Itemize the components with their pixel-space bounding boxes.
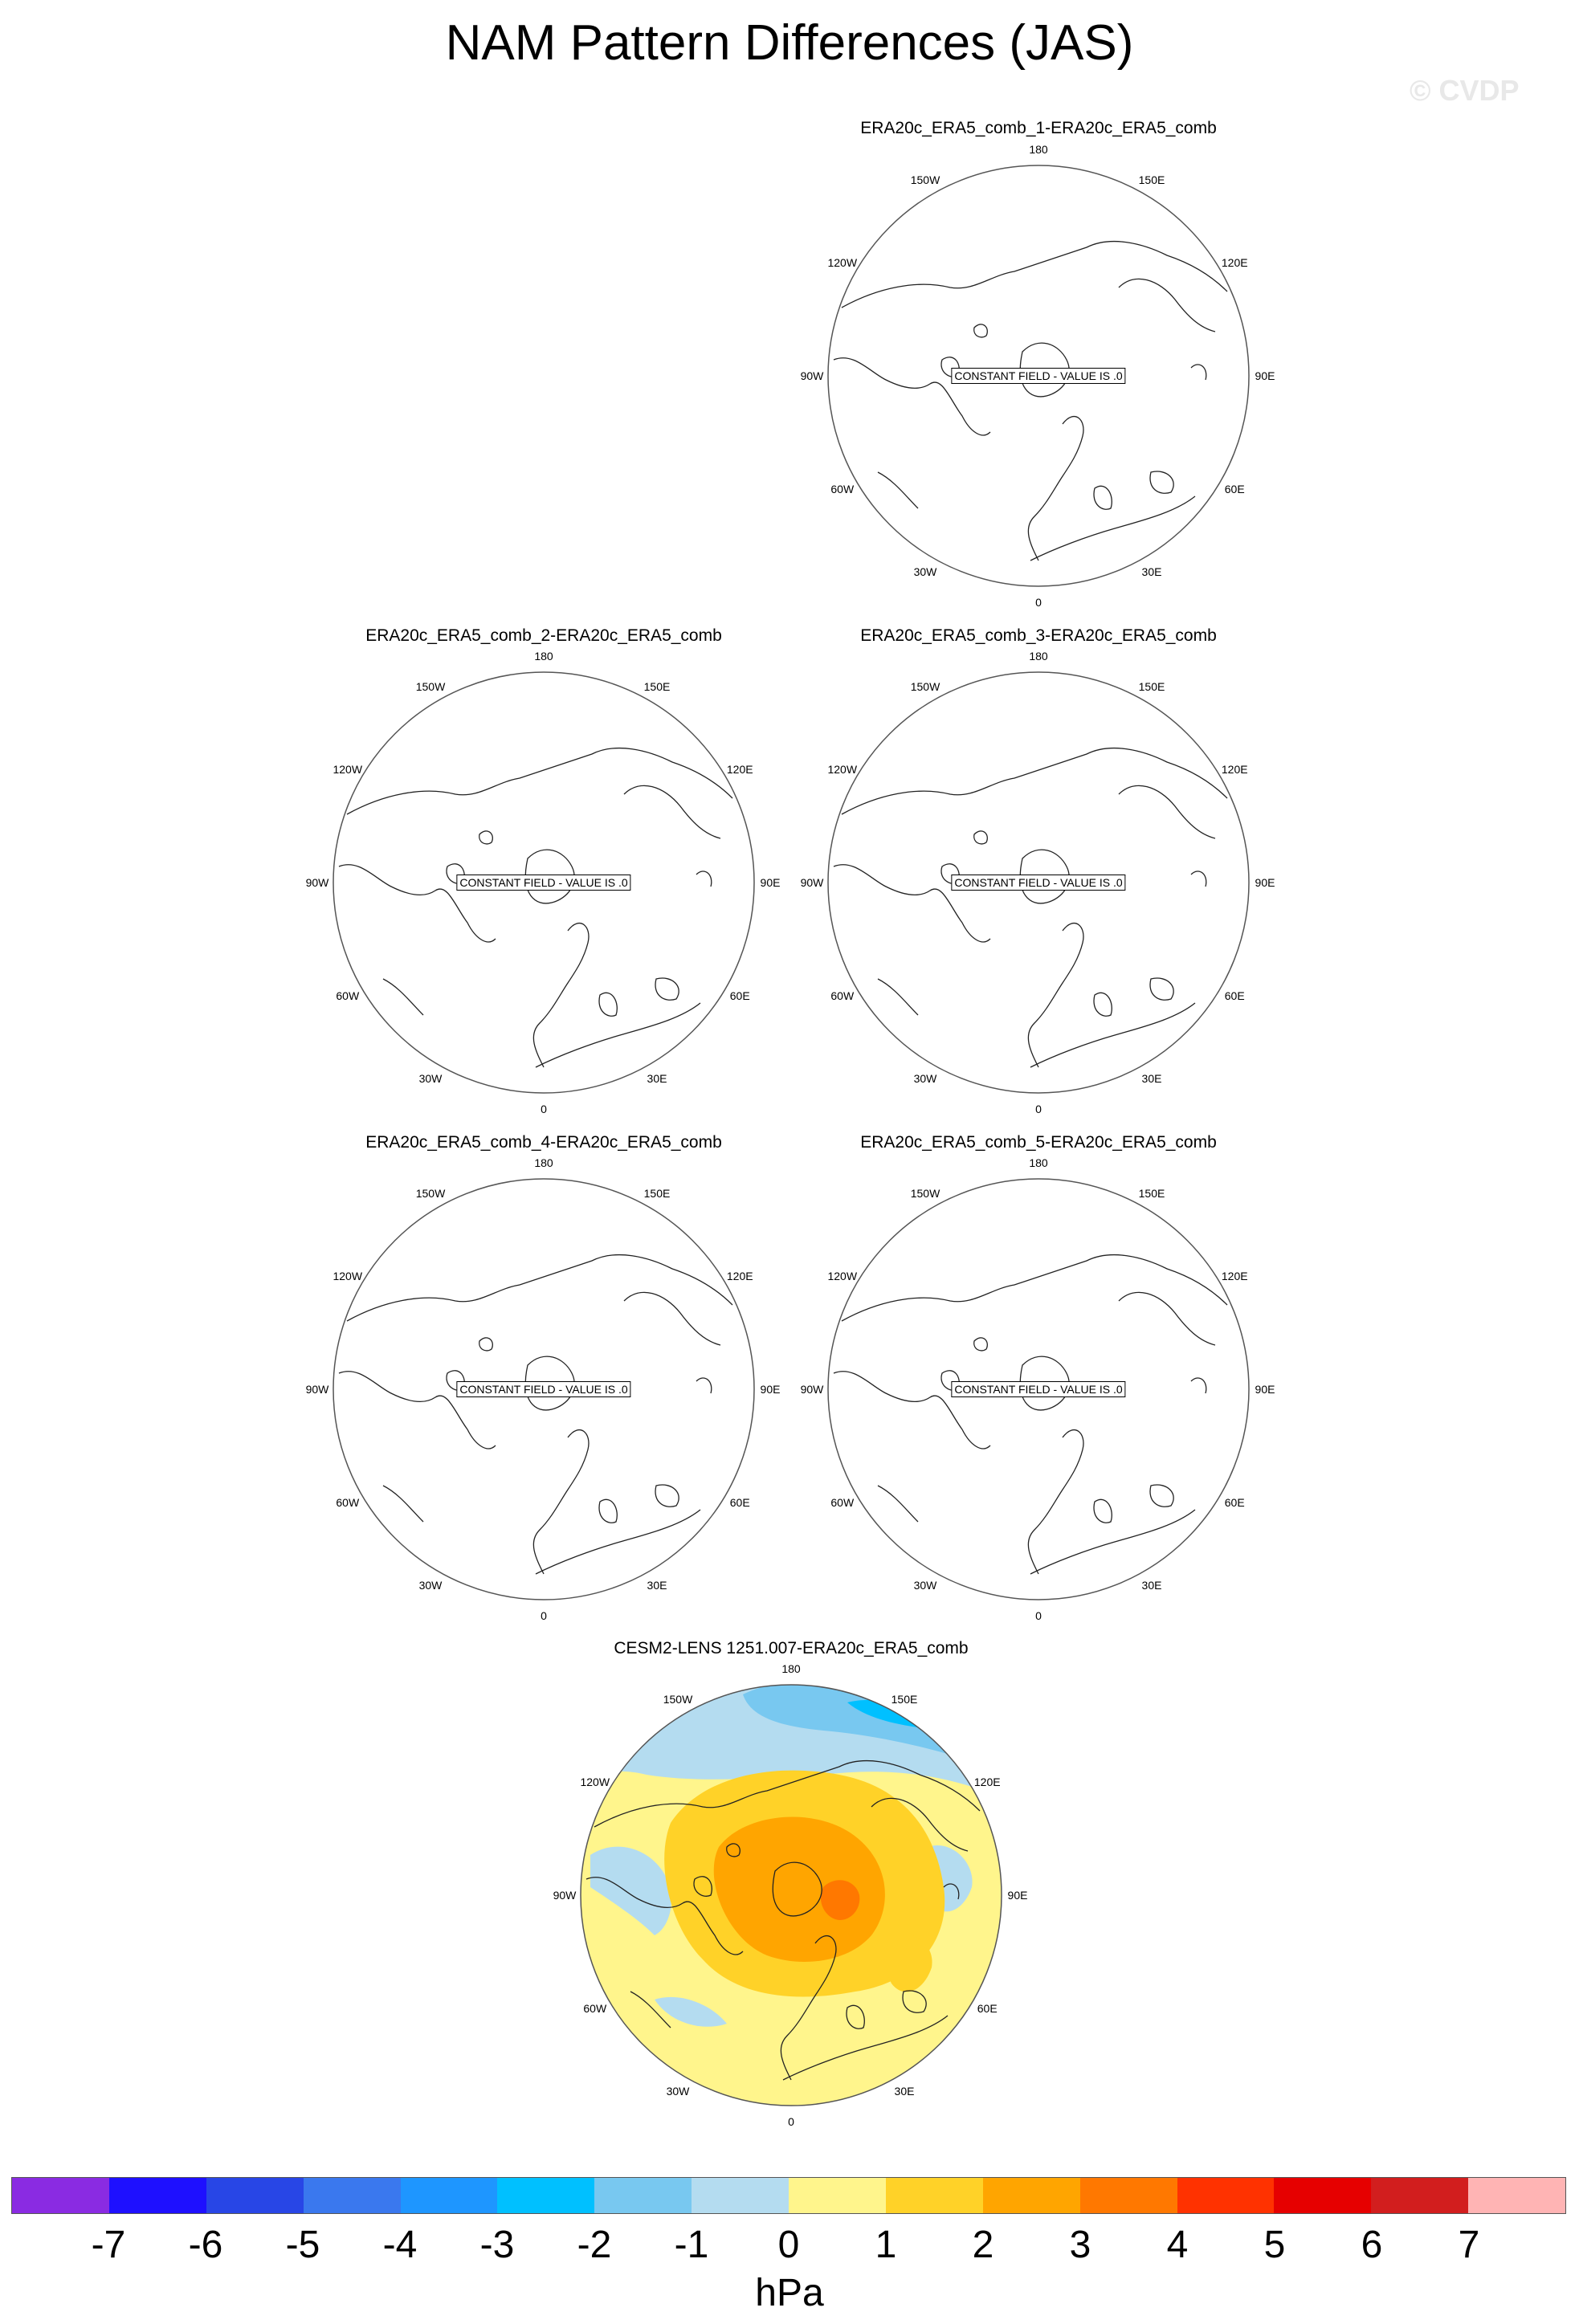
longitude-label: 90W: [553, 1889, 577, 1902]
longitude-label: 180: [534, 1156, 553, 1169]
colorbar-bin: [401, 2178, 498, 2213]
longitude-label: 30W: [913, 1579, 937, 1592]
longitude-label: 180: [781, 1662, 801, 1675]
longitude-label: 60E: [729, 1496, 750, 1509]
longitude-label: 90E: [760, 876, 781, 889]
longitude-label: 30E: [647, 1579, 667, 1592]
colorbar-tick-label: -7: [91, 2224, 126, 2266]
colorbar-bin: [304, 2178, 401, 2213]
longitude-label: 150E: [643, 679, 671, 693]
colorbar-tick-label: 4: [1166, 2224, 1189, 2266]
longitude-label: 30W: [666, 2085, 690, 2098]
longitude-label: 120W: [827, 763, 858, 776]
colorbar-tick-label: 3: [1069, 2224, 1091, 2266]
longitude-label: 60E: [729, 989, 750, 1002]
longitude-label: 120E: [973, 1776, 1001, 1788]
longitude-label: 60E: [1224, 1496, 1245, 1509]
longitude-label: 60E: [977, 2002, 998, 2015]
colorbar-bin: [692, 2178, 789, 2213]
colorbar-bin: [1080, 2178, 1177, 2213]
colorbar: [11, 2177, 1566, 2214]
longitude-label: 30E: [1141, 565, 1162, 579]
longitude-label: 150W: [663, 1692, 693, 1706]
panel-title: CESM2-LENS 1251.007-ERA20c_ERA5_comb: [614, 1639, 969, 1657]
longitude-label: 120E: [726, 763, 753, 776]
colorbar-bin: [1177, 2178, 1275, 2213]
colorbar-bin: [886, 2178, 983, 2213]
colorbar-units: hPa: [755, 2272, 824, 2314]
colorbar-tick-label: -1: [674, 2224, 709, 2266]
longitude-label: 150W: [910, 679, 940, 693]
colorbar-bin: [594, 2178, 692, 2213]
longitude-label: 150W: [910, 173, 940, 186]
longitude-label: 0: [1035, 1609, 1042, 1622]
longitude-label: 90E: [1255, 876, 1275, 889]
colorbar-tick-label: -2: [577, 2224, 612, 2266]
colorbar-bin: [497, 2178, 594, 2213]
figure-title: NAM Pattern Differences (JAS): [445, 15, 1134, 71]
longitude-label: 180: [534, 650, 553, 663]
longitude-label: 90W: [305, 876, 329, 889]
longitude-label: 0: [1035, 596, 1042, 609]
longitude-label: 0: [788, 2115, 794, 2128]
panel-title: ERA20c_ERA5_comb_1-ERA20c_ERA5_comb: [860, 119, 1217, 137]
longitude-label: 90W: [305, 1383, 329, 1396]
longitude-label: 30W: [913, 1072, 937, 1086]
colorbar-tick-label: 1: [875, 2224, 897, 2266]
longitude-label: 90E: [1255, 369, 1275, 382]
longitude-label: 150E: [1138, 1186, 1165, 1200]
longitude-label: 150W: [415, 1186, 446, 1200]
constant-field-label: CONSTANT FIELD - VALUE IS .0: [951, 1381, 1125, 1397]
longitude-label: 60W: [830, 1496, 855, 1509]
longitude-label: 120W: [333, 1270, 363, 1282]
panel-title: ERA20c_ERA5_comb_3-ERA20c_ERA5_comb: [860, 626, 1217, 645]
colorbar-tick-label: 2: [972, 2224, 994, 2266]
colorbar-bin: [789, 2178, 886, 2213]
longitude-label: 120W: [827, 1270, 858, 1282]
longitude-label: 120E: [726, 1270, 753, 1282]
longitude-label: 90E: [1255, 1383, 1275, 1396]
longitude-label: 180: [1029, 1156, 1048, 1169]
longitude-label: 180: [1029, 650, 1048, 663]
longitude-label: 60W: [830, 989, 855, 1002]
colorbar-bin: [1468, 2178, 1565, 2213]
colorbar-bin: [1371, 2178, 1468, 2213]
colorbar-tick-label: 6: [1361, 2224, 1383, 2266]
colorbar-tick-label: -5: [285, 2224, 320, 2266]
longitude-label: 60W: [336, 1496, 360, 1509]
longitude-label: 150E: [1138, 173, 1165, 186]
colorbar-tick-label: -6: [188, 2224, 223, 2266]
longitude-label: 60W: [583, 2002, 607, 2015]
colorbar-bin: [12, 2178, 109, 2213]
colorbar-bin: [983, 2178, 1080, 2213]
colorbar-tick-label: 5: [1263, 2224, 1286, 2266]
constant-field-label: CONSTANT FIELD - VALUE IS .0: [456, 1381, 630, 1397]
colorbar-tick-label: 7: [1458, 2224, 1480, 2266]
longitude-label: 120W: [827, 256, 858, 269]
longitude-label: 0: [541, 1103, 547, 1115]
longitude-label: 30E: [894, 2085, 915, 2098]
longitude-label: 30W: [418, 1072, 443, 1086]
constant-field-label: CONSTANT FIELD - VALUE IS .0: [951, 368, 1125, 384]
longitude-label: 150E: [1138, 679, 1165, 693]
longitude-label: 90W: [800, 876, 824, 889]
panel-title: ERA20c_ERA5_comb_5-ERA20c_ERA5_comb: [860, 1133, 1217, 1152]
constant-field-label: CONSTANT FIELD - VALUE IS .0: [951, 875, 1125, 891]
longitude-label: 120E: [1221, 1270, 1248, 1282]
longitude-label: 90W: [800, 1383, 824, 1396]
longitude-label: 180: [1029, 143, 1048, 156]
colorbar-bin: [109, 2178, 206, 2213]
longitude-label: 90E: [1007, 1889, 1028, 1902]
longitude-label: 30W: [913, 565, 937, 579]
colorbar-tick-label: 0: [777, 2224, 800, 2266]
longitude-label: 150W: [415, 679, 446, 693]
watermark: © CVDP: [1410, 74, 1520, 107]
panel-title: ERA20c_ERA5_comb_2-ERA20c_ERA5_comb: [365, 626, 722, 645]
longitude-label: 0: [541, 1609, 547, 1622]
colorbar-tick-label: -4: [382, 2224, 418, 2266]
longitude-label: 90E: [760, 1383, 781, 1396]
longitude-label: 150E: [643, 1186, 671, 1200]
longitude-label: 0: [1035, 1103, 1042, 1115]
panel-title: ERA20c_ERA5_comb_4-ERA20c_ERA5_comb: [365, 1133, 722, 1152]
longitude-label: 90W: [800, 369, 824, 382]
longitude-label: 120W: [333, 763, 363, 776]
longitude-label: 150W: [910, 1186, 940, 1200]
longitude-label: 120E: [1221, 256, 1248, 269]
longitude-label: 30E: [647, 1072, 667, 1086]
longitude-label: 60W: [336, 989, 360, 1002]
longitude-label: 30W: [418, 1579, 443, 1592]
longitude-label: 30E: [1141, 1072, 1162, 1086]
constant-field-label: CONSTANT FIELD - VALUE IS .0: [456, 875, 630, 891]
colorbar-bin: [206, 2178, 304, 2213]
longitude-label: 60W: [830, 483, 855, 495]
longitude-label: 30E: [1141, 1579, 1162, 1592]
longitude-label: 120E: [1221, 763, 1248, 776]
longitude-label: 120W: [580, 1776, 610, 1788]
colorbar-bin: [1274, 2178, 1371, 2213]
longitude-label: 60E: [1224, 989, 1245, 1002]
longitude-label: 60E: [1224, 483, 1245, 495]
longitude-label: 150E: [891, 1692, 918, 1706]
colorbar-tick-label: -3: [479, 2224, 515, 2266]
